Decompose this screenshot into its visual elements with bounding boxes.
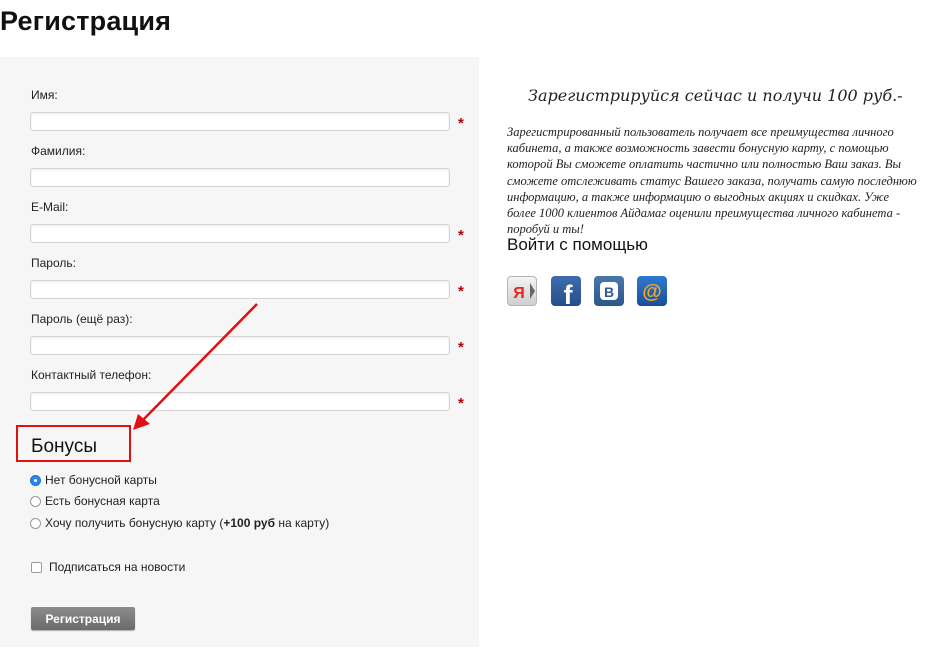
vkontakte-login-button[interactable]: [594, 276, 624, 306]
svg-text:@: @: [642, 281, 662, 303]
subscribe-label: Подписаться на новости: [49, 560, 186, 574]
radio-label: Есть бонусная карта: [45, 494, 160, 508]
svg-text:Я: Я: [513, 285, 525, 302]
radio-label-suffix: на карту): [275, 516, 330, 530]
page-title: Регистрация: [0, 6, 172, 36]
required-mark: *: [458, 339, 464, 356]
vkontakte-icon: [594, 276, 624, 306]
yandex-icon: [508, 277, 536, 305]
svg-text:B: B: [603, 284, 615, 300]
promo-title: Зарегистрируйся сейчас и получи 100 руб.-: [528, 86, 903, 105]
name-label: Имя:: [31, 88, 58, 102]
promo-text: Зарегистрированный пользователь получает все преимущества личного кабинета, а также возможность завести бонусную карту, с помощью которой Вы сможете оплатить частично или полностью Ваш заказ. Вы сможете отслеживать статус Вашего заказа, получать самую последнюю информацию, а также информацию о выгодных акциях и скидках. Уже более 1000 клиентов Айдамаг оценили преимущества личного кабинета - поробуй и ты!: [507, 125, 917, 237]
email-label: E-Mail:: [31, 200, 69, 214]
password-label: Пароль:: [31, 256, 76, 270]
yandex-login-button[interactable]: [507, 276, 537, 306]
surname-label: Фамилия:: [31, 144, 86, 158]
mailru-icon: [637, 276, 667, 306]
bonus-title: Бонусы: [31, 436, 97, 457]
required-mark: *: [458, 115, 464, 132]
mailru-login-button[interactable]: [637, 276, 667, 306]
phone-label: Контактный телефон:: [31, 368, 152, 382]
radio-label-bold: +100 руб: [223, 516, 275, 530]
facebook-login-button[interactable]: [551, 276, 581, 306]
facebook-icon: [551, 276, 581, 306]
password-repeat-label: Пароль (ещё раз):: [31, 312, 133, 326]
required-mark: *: [458, 395, 464, 412]
radio-label-prefix: Хочу получить бонусную карту (: [45, 516, 224, 530]
arrow-line: [142, 304, 257, 421]
svg-text:f: f: [563, 280, 573, 306]
radio-label: Нет бонусной карты: [45, 473, 157, 487]
register-button[interactable]: Регистрация: [31, 607, 135, 630]
required-mark: *: [458, 227, 464, 244]
login-with-heading: Войти с помощью: [507, 235, 648, 254]
required-mark: *: [458, 283, 464, 300]
